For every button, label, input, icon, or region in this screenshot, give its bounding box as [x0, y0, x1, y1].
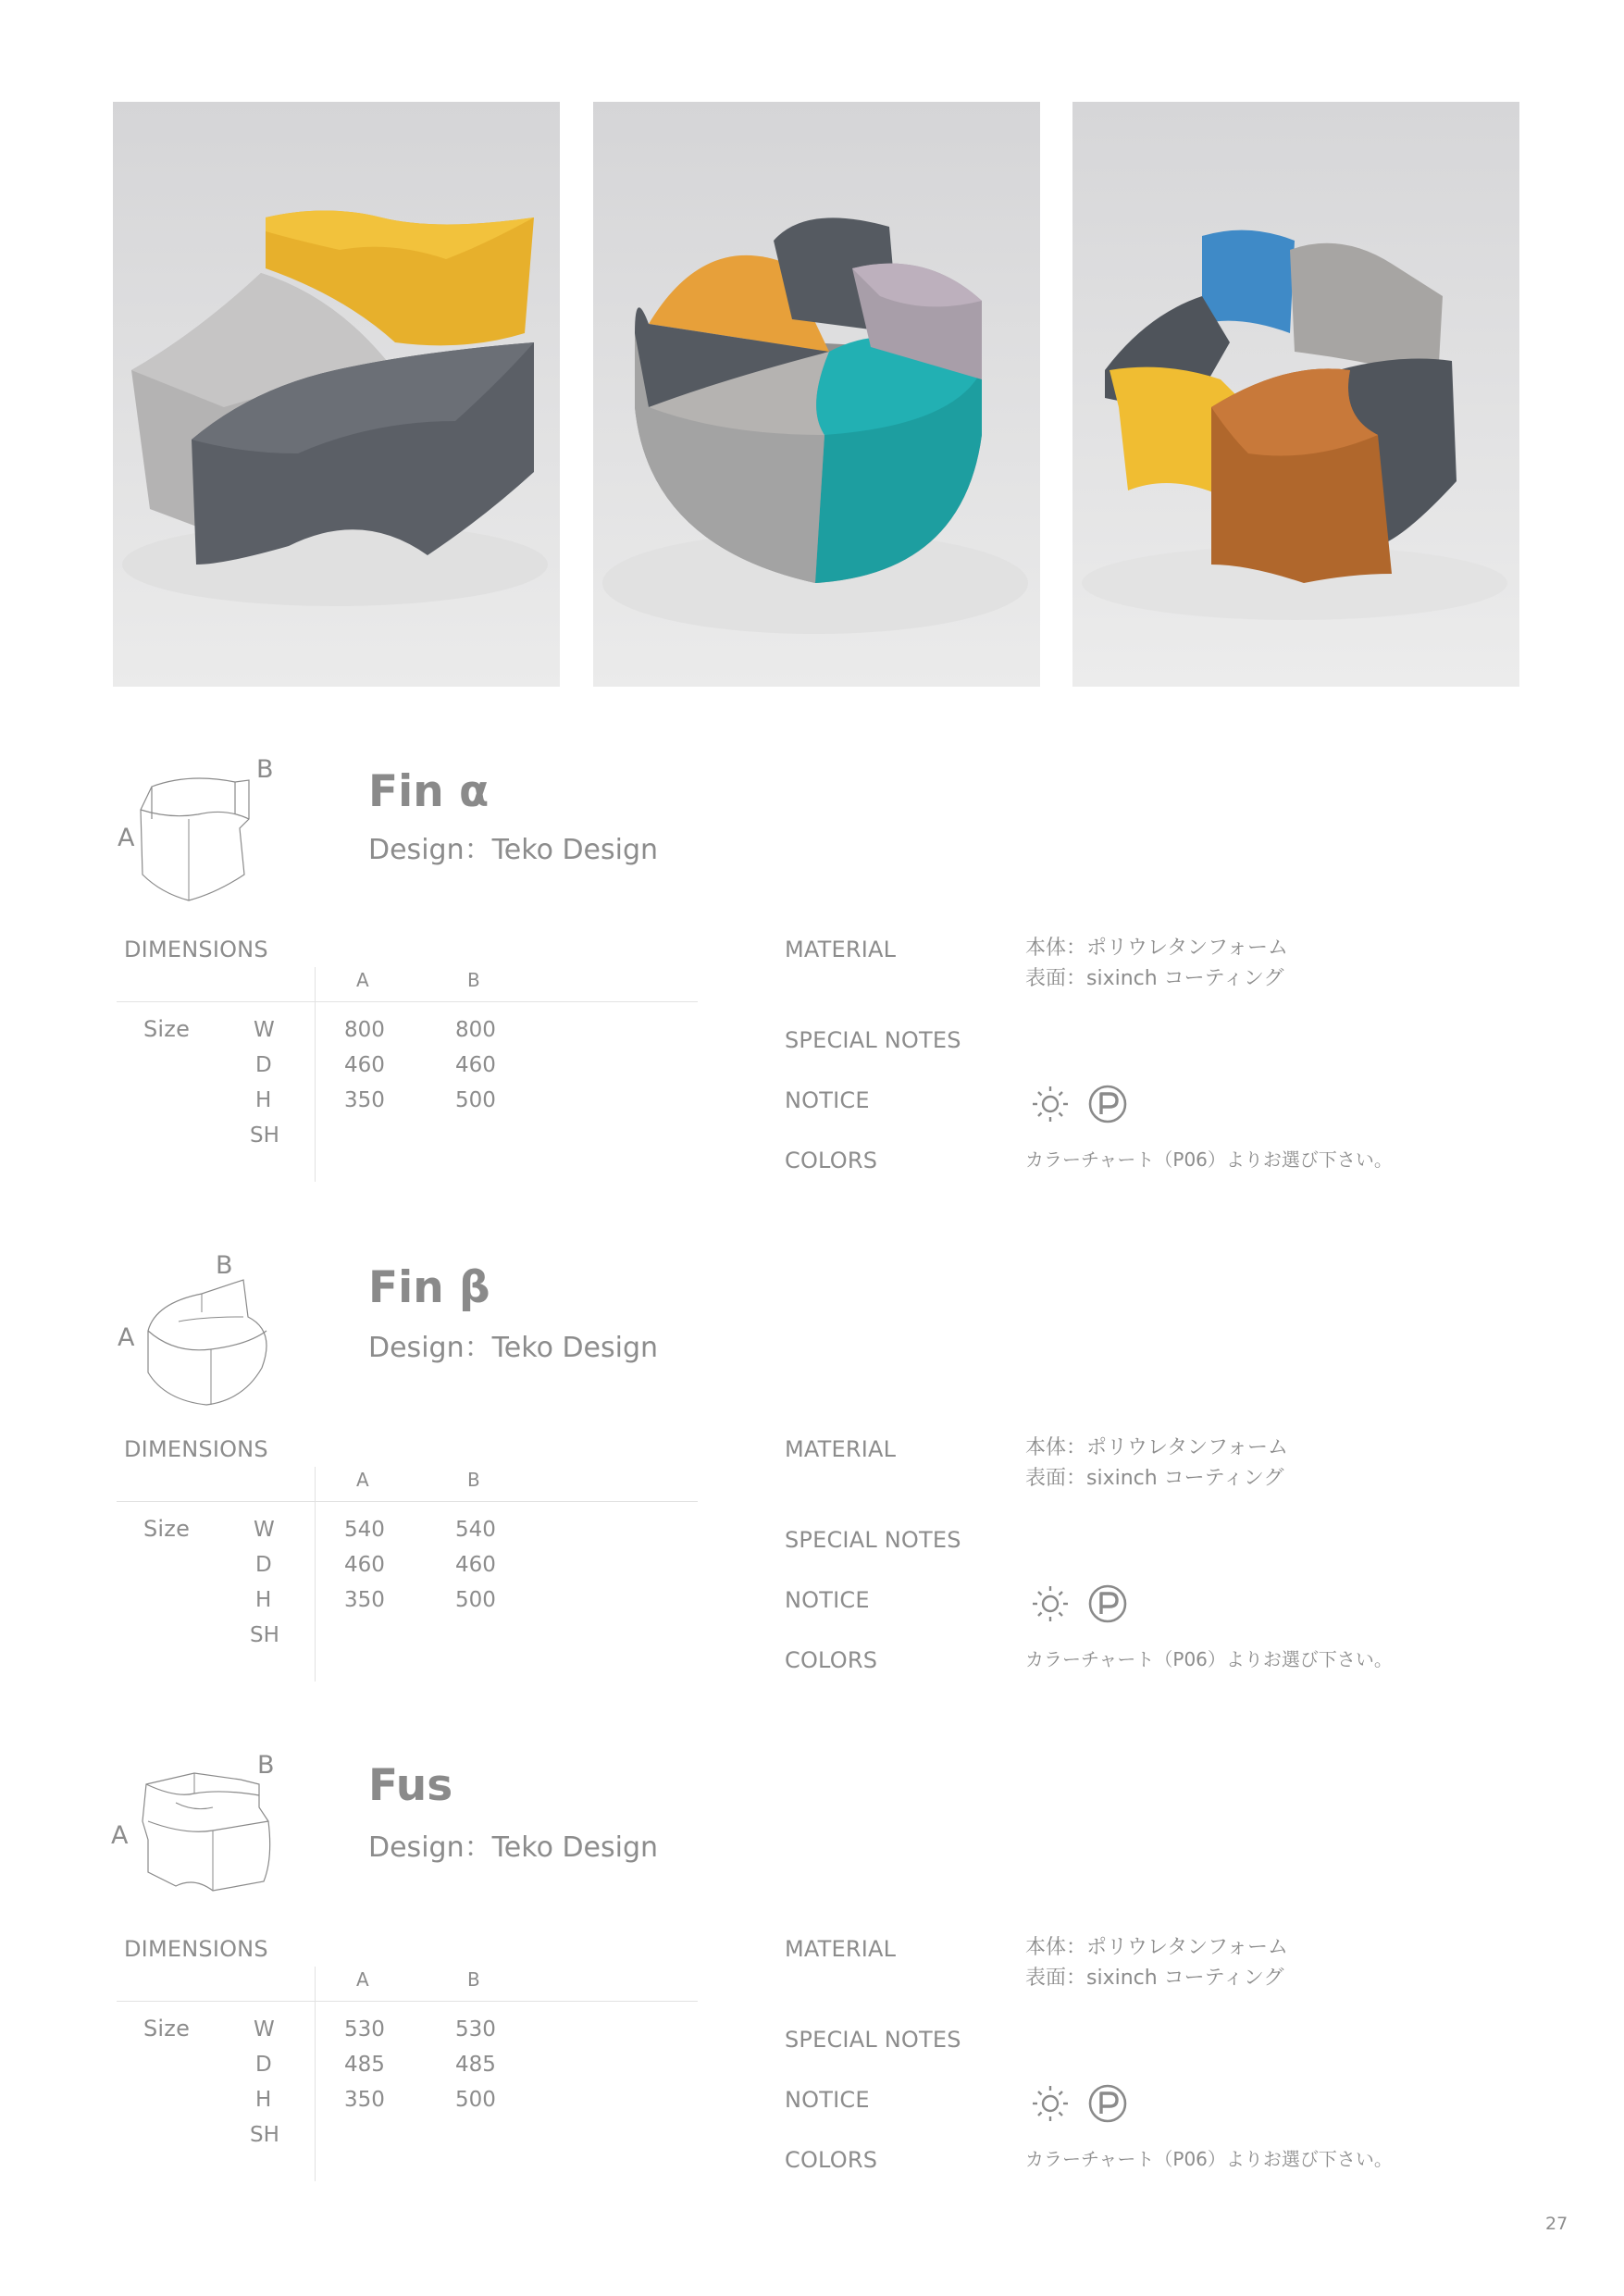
dim-h-b: 500	[455, 2088, 496, 2112]
dim-label-h: H	[255, 2088, 272, 2112]
table-divider	[315, 967, 316, 1182]
dim-w-b: 540	[455, 1518, 496, 1542]
notice-icons	[1027, 1581, 1138, 1627]
product-designer: Design：Teko Design	[368, 834, 659, 866]
sun-icon	[1033, 2086, 1068, 2121]
dimension-label-b: B	[257, 1751, 275, 1780]
row-label-size: Size	[143, 2016, 191, 2042]
col-header-a: A	[356, 1469, 369, 1491]
notice-label: NOTICE	[785, 2087, 870, 2113]
dim-w-a: 540	[344, 1518, 385, 1542]
material-label: MATERIAL	[785, 1436, 897, 1462]
dimensions-heading: DIMENSIONS	[124, 1936, 268, 1962]
notice-label: NOTICE	[785, 1587, 870, 1613]
dim-label-d: D	[255, 1053, 272, 1077]
product-sketch-fin-alpha	[124, 763, 281, 902]
colors-text: カラーチャート（P06）よりお選び下さい。	[1025, 1148, 1393, 1171]
parking-p-icon	[1090, 2086, 1125, 2121]
dim-h-a: 350	[344, 2088, 385, 2112]
dim-label-d: D	[255, 1553, 272, 1577]
product-section-fus	[0, 1740, 1624, 2240]
dimension-label-b: B	[216, 1251, 233, 1280]
table-divider	[315, 1467, 316, 1682]
material-line-1: 本体：ポリウレタンフォーム	[1025, 1936, 1289, 1959]
notice-label: NOTICE	[785, 1087, 870, 1113]
photo-fin-beta	[593, 102, 1040, 687]
sun-icon	[1033, 1086, 1068, 1122]
material-line-2: 表面：sixinch コーティング	[1025, 1967, 1284, 1990]
dim-w-b: 800	[455, 1018, 496, 1042]
material-label: MATERIAL	[785, 937, 897, 962]
colors-text: カラーチャート（P06）よりお選び下さい。	[1025, 2148, 1393, 2170]
dimension-label-b: B	[256, 755, 274, 784]
dim-label-w: W	[254, 1018, 275, 1042]
dim-w-a: 800	[344, 1018, 385, 1042]
material-line-2: 表面：sixinch コーティング	[1025, 1467, 1284, 1490]
photo-fus	[1072, 102, 1519, 687]
dim-label-sh: SH	[250, 1623, 279, 1647]
dim-d-a: 460	[344, 1053, 385, 1077]
dim-d-b: 460	[455, 1553, 496, 1577]
table-rule	[117, 2001, 698, 2002]
dimensions-heading: DIMENSIONS	[124, 937, 268, 962]
product-designer: Design：Teko Design	[368, 1332, 659, 1364]
notice-icons	[1027, 1081, 1138, 1127]
colors-label: COLORS	[785, 1647, 878, 1673]
dim-h-a: 350	[344, 1588, 385, 1612]
dim-d-a: 485	[344, 2053, 385, 2077]
dim-d-a: 460	[344, 1553, 385, 1577]
dim-w-a: 530	[344, 2017, 385, 2042]
material-line-1: 本体：ポリウレタンフォーム	[1025, 1436, 1289, 1459]
sun-icon	[1033, 1586, 1068, 1621]
dimension-label-a: A	[118, 1323, 135, 1352]
product-name: Fin β	[368, 1262, 490, 1313]
special-notes-label: SPECIAL NOTES	[785, 2027, 961, 2053]
dim-w-b: 530	[455, 2017, 496, 2042]
dimension-label-a: A	[111, 1821, 129, 1850]
colors-text: カラーチャート（P06）よりお選び下さい。	[1025, 1648, 1393, 1670]
dim-label-sh: SH	[250, 2123, 279, 2147]
product-designer: Design：Teko Design	[368, 1831, 659, 1864]
dim-h-b: 500	[455, 1588, 496, 1612]
parking-p-icon	[1090, 1086, 1125, 1122]
material-label: MATERIAL	[785, 1936, 897, 1962]
parking-p-icon	[1090, 1586, 1125, 1621]
row-label-size: Size	[143, 1516, 191, 1542]
product-section-fin-alpha	[0, 740, 1624, 1240]
dim-d-b: 485	[455, 2053, 496, 2077]
material-line-2: 表面：sixinch コーティング	[1025, 967, 1284, 990]
product-name: Fin α	[368, 766, 490, 817]
dim-label-h: H	[255, 1088, 272, 1112]
product-sketch-fin-beta	[137, 1266, 285, 1405]
dim-label-sh: SH	[250, 1123, 279, 1148]
product-section-fin-beta	[0, 1240, 1624, 1740]
material-line-1: 本体：ポリウレタンフォーム	[1025, 937, 1289, 960]
dim-h-a: 350	[344, 1088, 385, 1112]
dim-label-w: W	[254, 1518, 275, 1542]
notice-icons	[1027, 2080, 1138, 2127]
dim-d-b: 460	[455, 1053, 496, 1077]
product-name: Fus	[368, 1760, 453, 1811]
col-header-a: A	[356, 969, 369, 991]
col-header-a: A	[356, 1968, 369, 1991]
col-header-b: B	[467, 1968, 480, 1991]
table-divider	[315, 1967, 316, 2181]
dimension-label-a: A	[118, 824, 135, 852]
col-header-b: B	[467, 969, 480, 991]
dim-label-h: H	[255, 1588, 272, 1612]
col-header-b: B	[467, 1469, 480, 1491]
row-label-size: Size	[143, 1016, 191, 1042]
table-rule	[117, 1001, 698, 1002]
dim-label-w: W	[254, 2017, 275, 2042]
table-rule	[117, 1501, 698, 1502]
dim-h-b: 500	[455, 1088, 496, 1112]
colors-label: COLORS	[785, 1148, 878, 1173]
special-notes-label: SPECIAL NOTES	[785, 1527, 961, 1553]
photo-fin-alpha	[113, 102, 560, 687]
product-sketch-fus	[139, 1756, 273, 1895]
colors-label: COLORS	[785, 2147, 878, 2173]
special-notes-label: SPECIAL NOTES	[785, 1027, 961, 1053]
dimensions-heading: DIMENSIONS	[124, 1436, 268, 1462]
dim-label-d: D	[255, 2053, 272, 2077]
page-number: 27	[1545, 2214, 1568, 2234]
